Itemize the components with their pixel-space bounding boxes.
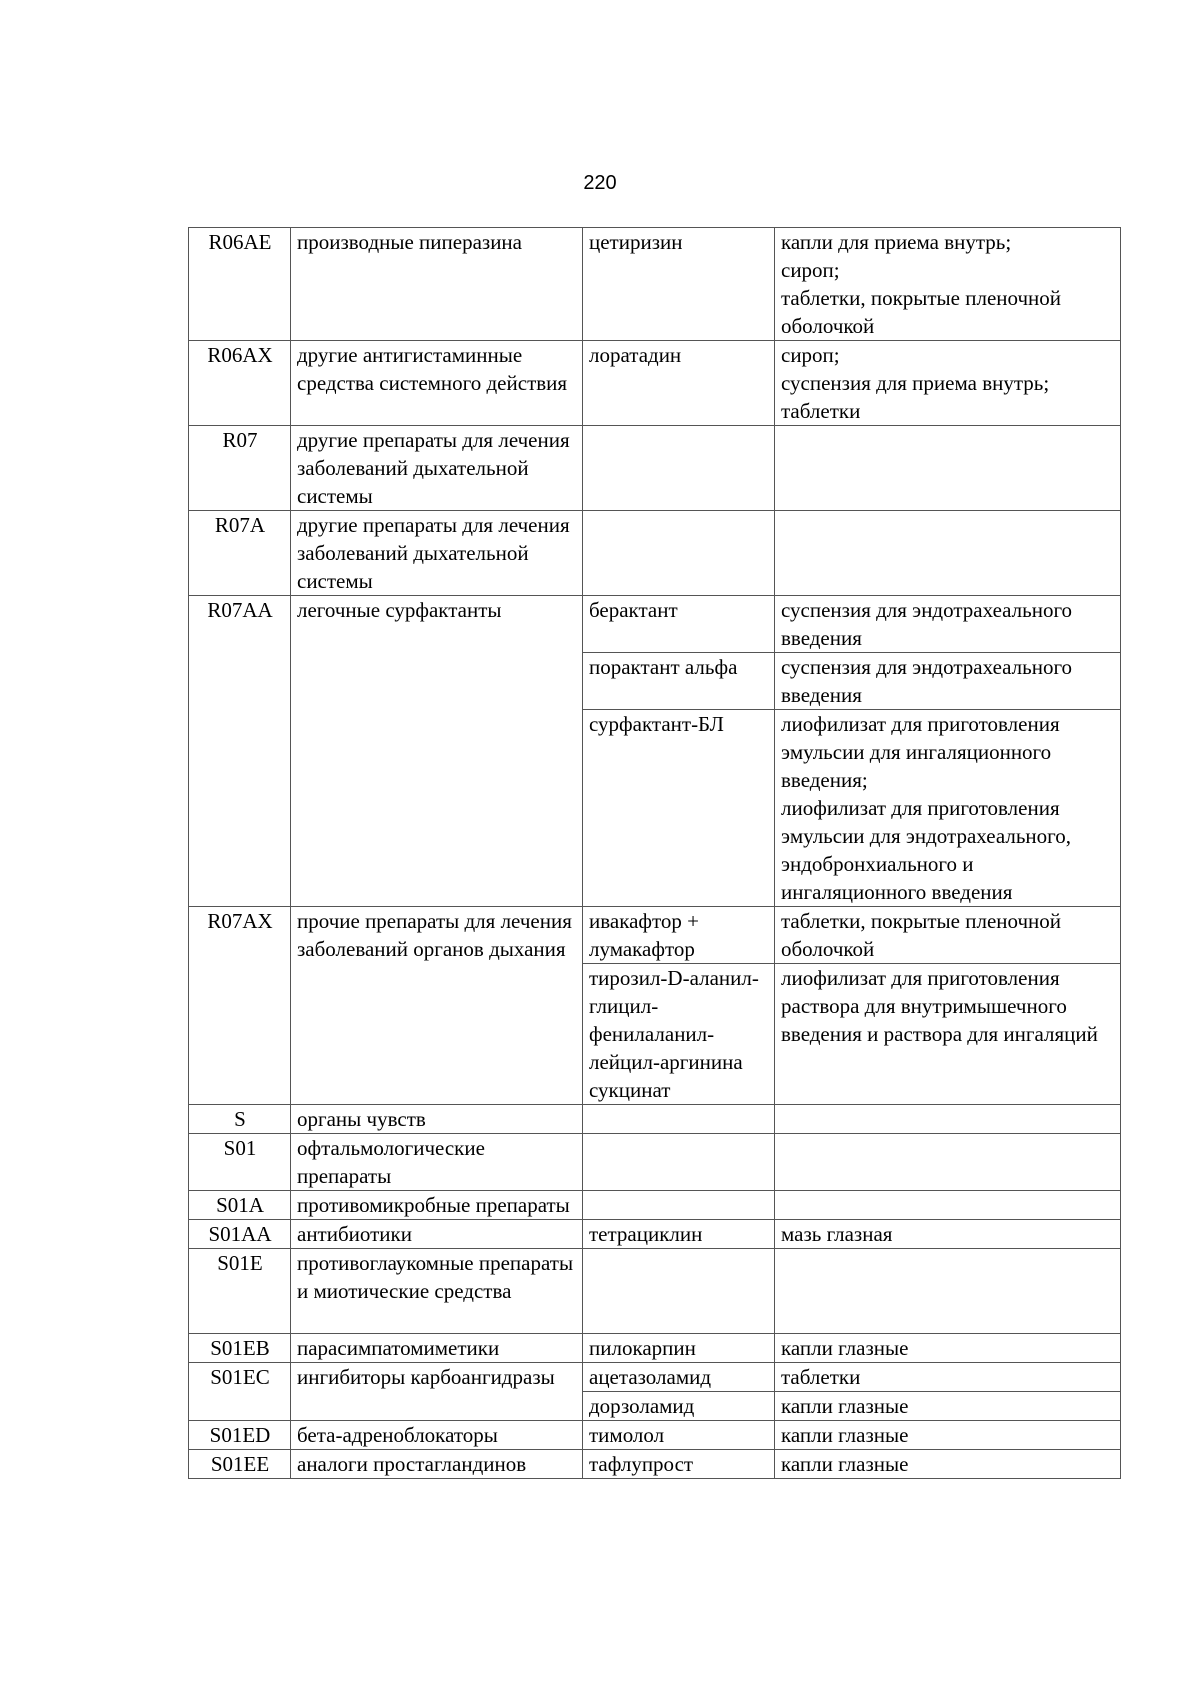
drug-cell	[583, 1134, 775, 1191]
group-cell: ингибиторы карбоангидразы	[291, 1363, 583, 1421]
group-cell: легочные сурфактанты	[291, 596, 583, 907]
table-row	[189, 1421, 1121, 1450]
drug-cell: тирозил-D-аланил-глицил-фенилаланил-лейцил-аргинина сукцинат	[583, 964, 775, 1105]
atc-code-cell: S01EB	[189, 1334, 291, 1363]
form-cell: лиофилизат для приготовления раствора для внутримышечного введения и раствора для ингаляций	[775, 964, 1121, 1105]
atc-code-cell: S01EE	[189, 1450, 291, 1479]
drug-cell: дорзоламид	[583, 1392, 775, 1421]
group-cell: офтальмологические препараты	[291, 1134, 583, 1191]
form-cell: суспензия для эндотрахеального введения	[775, 596, 1121, 653]
group-cell: производные пиперазина	[291, 228, 583, 341]
form-cell	[775, 511, 1121, 596]
group-cell: другие антигистаминные средства системного действия	[291, 341, 583, 426]
form-cell: суспензия для эндотрахеального введения	[775, 653, 1121, 710]
atc-code-cell: S01EC	[189, 1363, 291, 1421]
drug-cell: лоратадин	[583, 341, 775, 426]
atc-code-cell: R07AA	[189, 596, 291, 907]
drug-cell	[583, 1105, 775, 1134]
table-row	[189, 228, 1121, 341]
form-cell	[775, 426, 1121, 511]
form-cell	[775, 1191, 1121, 1220]
atc-code-cell: R07	[189, 426, 291, 511]
group-cell: противоглаукомные препараты и миотические средства	[291, 1249, 583, 1334]
group-cell: антибиотики	[291, 1220, 583, 1249]
group-cell: противомикробные препараты	[291, 1191, 583, 1220]
table-row	[189, 596, 1121, 653]
table-row	[189, 1191, 1121, 1220]
drug-cell: ивакафтор + лумакафтор	[583, 907, 775, 964]
drug-cell	[583, 1249, 775, 1334]
table-row	[189, 1450, 1121, 1479]
drug-cell: тимолол	[583, 1421, 775, 1450]
table-row	[189, 1249, 1121, 1334]
table-row	[189, 1220, 1121, 1249]
drug-cell: цетиризин	[583, 228, 775, 341]
table-row	[189, 1134, 1121, 1191]
form-cell: таблетки, покрытые пленочной оболочкой	[775, 907, 1121, 964]
drug-cell: берактант	[583, 596, 775, 653]
drug-cell: ацетазоламид	[583, 1363, 775, 1392]
table-row	[189, 907, 1121, 964]
form-cell	[775, 1249, 1121, 1334]
drug-cell: сурфактант-БЛ	[583, 710, 775, 907]
drug-cell: тафлупрост	[583, 1450, 775, 1479]
drug-cell: тетрациклин	[583, 1220, 775, 1249]
form-cell	[775, 1105, 1121, 1134]
drug-cell: пилокарпин	[583, 1334, 775, 1363]
atc-code-cell: S01ED	[189, 1421, 291, 1450]
table-row	[189, 511, 1121, 596]
drug-classification-table	[188, 227, 1121, 1479]
group-cell: органы чувств	[291, 1105, 583, 1134]
atc-code-cell: R06AE	[189, 228, 291, 341]
group-cell: аналоги простагландинов	[291, 1450, 583, 1479]
form-cell: капли глазные	[775, 1334, 1121, 1363]
table-row	[189, 426, 1121, 511]
group-cell: парасимпатомиметики	[291, 1334, 583, 1363]
form-cell: сироп; суспензия для приема внутрь; таблетки	[775, 341, 1121, 426]
form-cell: таблетки	[775, 1363, 1121, 1392]
table-row	[189, 341, 1121, 426]
atc-code-cell: R07A	[189, 511, 291, 596]
form-cell: капли для приема внутрь; сироп; таблетки, покрытые пленочной оболочкой	[775, 228, 1121, 341]
drug-cell	[583, 511, 775, 596]
group-cell: другие препараты для лечения заболеваний дыхательной системы	[291, 511, 583, 596]
atc-code-cell: S01A	[189, 1191, 291, 1220]
page-number: 220	[583, 172, 617, 194]
form-cell: капли глазные	[775, 1421, 1121, 1450]
group-cell: прочие препараты для лечения заболеваний органов дыхания	[291, 907, 583, 1105]
group-cell: бета-адреноблокаторы	[291, 1421, 583, 1450]
atc-code-cell: S	[189, 1105, 291, 1134]
atc-code-cell: R07AX	[189, 907, 291, 1105]
atc-code-cell: R06AX	[189, 341, 291, 426]
form-cell: мазь глазная	[775, 1220, 1121, 1249]
atc-code-cell: S01AA	[189, 1220, 291, 1249]
drug-cell	[583, 1191, 775, 1220]
form-cell	[775, 1134, 1121, 1191]
form-cell: лиофилизат для приготовления эмульсии для ингаляционного введения; лиофилизат для приготовления эмульсии для эндотрахеального, эндобронхиального и ингаляционного введения	[775, 710, 1121, 907]
table-row	[189, 1334, 1121, 1363]
form-cell: капли глазные	[775, 1450, 1121, 1479]
group-cell: другие препараты для лечения заболеваний дыхательной системы	[291, 426, 583, 511]
drug-cell	[583, 426, 775, 511]
atc-code-cell: S01E	[189, 1249, 291, 1334]
table-row	[189, 1363, 1121, 1392]
form-cell: капли глазные	[775, 1392, 1121, 1421]
drug-cell: порактант альфа	[583, 653, 775, 710]
atc-code-cell: S01	[189, 1134, 291, 1191]
table-row	[189, 1105, 1121, 1134]
